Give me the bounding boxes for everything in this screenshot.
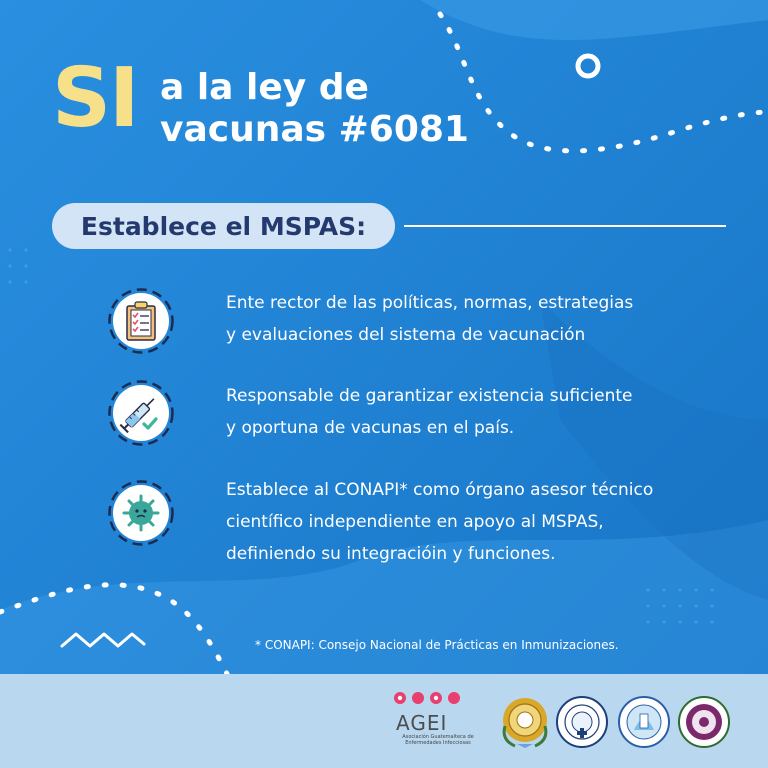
seal-logo-3 [616,694,672,750]
item-3-text: Establece al CONAPI* como órgano asesor técnico científico independiente en apoyo al MSPAS, definiendo su integracióin y funciones. [226,480,654,564]
clipboard-checklist-icon [108,288,174,354]
section-label-pill [52,203,395,249]
section-label: Establece el MSPAS: [80,211,367,241]
seal-logo-2 [554,694,610,750]
title-line-1: a la ley de [160,67,369,108]
agei-logo-name: AGEI [396,711,448,735]
footnote: * CONAPI: Consejo Nacional de Prácticas en Inmunizaciones. [255,638,619,652]
item-1-text: Ente rector de las políticas, normas, estrategias y evaluaciones del sistema de vacunación [226,293,634,345]
agei-logo-fullname: Asociación Guatemalteca de Enfermedades Infecciosas [402,734,474,746]
syringe-check-icon [108,380,174,446]
item-2-text: Responsable de garantizar existencia suficiente y oportuna de vacunas en el país. [226,386,633,438]
seal-logo-4 [676,694,732,750]
virus-icon [108,480,174,546]
seal-logo-1 [497,694,553,750]
title-si: SI [52,51,138,146]
divider-line [404,225,726,227]
title-line-2: vacunas #6081 [160,109,469,150]
